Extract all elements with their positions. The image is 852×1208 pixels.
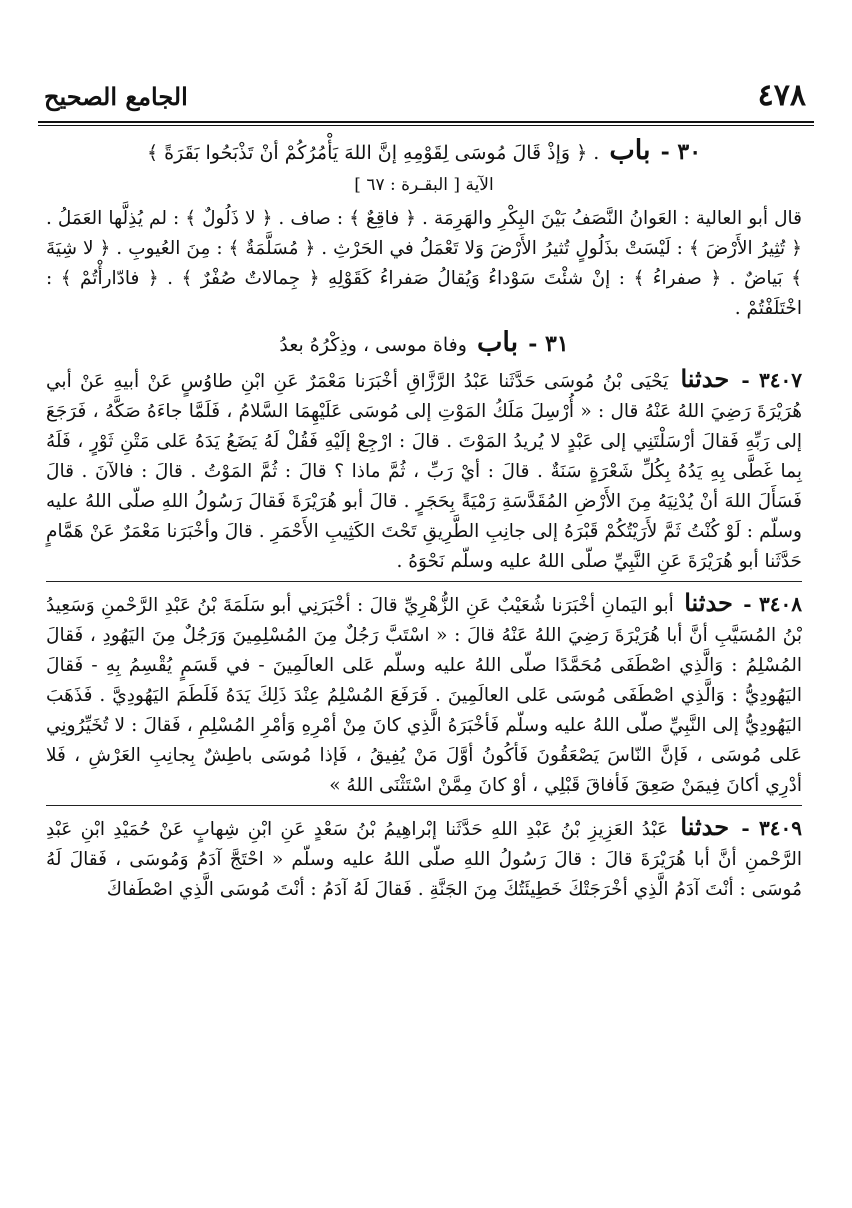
hadith-number: ٣٤٠٧ -: [741, 368, 802, 392]
page-header: [38, 78, 814, 118]
hadith-number: ٣٤٠٩ -: [741, 816, 802, 840]
chapter-commentary: قال أبو العالية : العَوانُ النَّصَفُ بَيْنَ البِكْرِ والهَرِمَة . ﴿ فاقِعٌ ﴾ : صاف . ﴿ لا ذَلُولٌ ﴾ : لم يُذِلَّها العَمَلُ . ﴿ تُثِيرُ الأَرْضَ ﴾ : لَيْسَتْ بذَلُولٍ تُثيرُ الأَرْضَ وَلا تَعْمَلُ في الحَرْثِ . ﴿ مُسَلَّمَةٌ ﴾ : مِنَ العُيوبِ . ﴿ لا شِيَةَ ﴾ بَياضٌ . ﴿ صفراءُ ﴾ : إنْ شئْتَ سَوْداءُ وَيُقالُ صَفراءُ كَقَوْلِهِ ﴿ جِمالاتٌ صُفْرٌ ﴾ . ﴿ فادّارأْتُمْ ﴾ : اخْتَلَفْتُمْ .: [46, 208, 802, 319]
header-rule: [38, 121, 814, 126]
page-body: [46, 132, 802, 905]
page-number: ٤٧٨: [757, 78, 806, 113]
chapter-heading-30: [46, 136, 802, 168]
bab-label: باب: [476, 327, 519, 358]
ayah-reference: الآية [ البقـرة : ٦٧ ]: [354, 175, 494, 195]
hadith-3408: [46, 588, 802, 801]
bab-label: باب: [609, 135, 651, 166]
hadith-text: يَحْيَى بْنُ مُوسَى حَدَّثَنا عَبْدُ الرَّزَّاقِ أخْبَرَنا مَعْمَرٌ عَنِ ابْنِ طاوُسٍ عَنْ أبيهِ عَنْ أبي هُرَيْرَةَ رَضِيَ اللهُ عَنْهُ قال : « أُرْسِلَ مَلَكُ المَوْتِ إلى مُوسَى عَلَيْهِمَا السَّلامُ ، فَلَمَّا جاءَهُ صَكَّهُ ، فَرَجَعَ إلى رَبِّهِ فَقالَ أرْسَلْتَنِي إلى عَبْدٍ لا يُريدُ المَوْتَ . قالَ : ارْجِعْ إلَيْهِ فَقُلْ لَهُ يَضَعُ يَدَهُ عَلى مَتْنِ ثَوْرٍ ، فَلَهُ بِما غَطَّى بِهِ يَدُهُ بِكُلِّ شَعْرَةٍ سَنَةٌ . قالَ : أيْ رَبِّ ، ثُمَّ ماذا ؟ قالَ : ثُمَّ المَوْتُ . قالَ : فالآنَ . قالَ فَسَأَلَ اللهَ أنْ يُدْنِيَهُ مِنَ الأَرْضِ المُقَدَّسَةِ رَمْيَةً بِحَجَرٍ . قالَ أبو هُرَيْرَةَ فَقالَ رَسُولُ اللهِ صلّى اللهُ عليه وسلّم : لَوْ كُنْتُ ثَمَّ لأَرَيْتُكُمْ قَبْرَهُ إلى جانِبِ الطَّرِيقِ تَحْتَ الكَثِيبِ الأَحْمَرِ . قالَ وأخْبَرَنا مَعْمَرٌ عَنْ هَمَّامٍ حَدَّثَنا أبو هُرَيْرَةَ عَنِ النَّبِيِّ صلّى اللهُ عليه وسلّم نَحْوَهُ .: [46, 371, 802, 572]
haddathana-word: حدثنا: [680, 812, 730, 841]
chapter-title: وفاة موسى ، وذِكْرُهُ بعدُ: [279, 334, 467, 356]
hadith-text: أبو اليَمانِ أخْبَرَنا شُعَيْبٌ عَنِ الزُّهْرِيِّ قالَ : أخْبَرَنِي أبو سَلَمَةَ بْنُ عَبْدِ الرَّحْمنِ وَسَعِيدُ بْنُ المُسَيَّبِ أنَّ أبا هُرَيْرَةَ رَضِيَ اللهُ عَنْهُ قالَ : « اسْتَبَّ رَجُلٌ مِنَ المُسْلِمِينَ وَرَجُلٌ مِنَ اليَهُودِ ، فَقالَ المُسْلِمُ : وَالَّذِي اصْطَفَى مُحَمَّدًا صلّى اللهُ عليه وسلّم عَلى العالَمِينَ - في قَسَمٍ يُقْسِمُ بِهِ - فَقالَ اليَهُودِيُّ : وَالَّذِي اصْطَفَى مُوسَى عَلى العالَمِينَ . فَرَفَعَ المُسْلِمُ عِنْدَ ذَلِكَ يَدَهُ فَلَطَمَ اليَهُودِيَّ . فَذَهَبَ اليَهُودِيُّ إلى النَّبِيِّ صلّى اللهُ عليه وسلّم فَأخْبَرَهُ الَّذِي كانَ مِنْ أمْرِهِ وَأمْرِ المُسْلِمِ ، فَقالَ : لا تُخَيِّرُونِي عَلى مُوسَى ، فَإنَّ النّاسَ يَصْعَقُونَ فَأكُونُ أوَّلَ مَنْ يُفِيقُ ، فَإذا مُوسَى باطِشٌ بِجانِبِ العَرْشِ ، فَلا أدْرِي أكانَ فِيمَنْ صَعِقَ فَأفاقَ قَبْلِي ، أوْ كانَ مِمَّنْ اسْتَثْنَى اللهُ »: [46, 595, 802, 796]
chapter-number: ٣١ -: [528, 331, 569, 357]
hadith-3407: [46, 364, 802, 577]
hadith-separator: [46, 581, 802, 582]
chapter-number: ٣٠ -: [660, 139, 702, 165]
haddathana-word: حدثنا: [680, 364, 730, 393]
hadith-number: ٣٤٠٨ -: [743, 592, 802, 616]
running-title: الجامع الصحيح: [44, 82, 188, 111]
hadith-3409: [46, 812, 802, 905]
chapter-title: . ﴿ وَإذْ قَالَ مُوسَى لِقَوْمِهِ إنَّ اللهَ يَأْمُرُكُمْ أنْ تَذْبَحُوا بَقَرَةً ﴾: [146, 142, 600, 164]
chapter-heading-31: [46, 328, 802, 360]
hadith-text: عَبْدُ العَزِيزِ بْنُ عَبْدِ اللهِ حَدَّثَنا إبْراهِيمُ بْنُ سَعْدٍ عَنِ ابْنِ شِهابٍ عَنْ حُمَيْدِ ابْنِ عَبْدِ الرَّحْمنِ أنَّ أبا هُرَيْرَةَ قالَ : قالَ رَسُولُ اللهِ صلّى اللهُ عليه وسلّم « احْتَجَّ آدَمُ وَمُوسَى ، فَقالَ لَهُ مُوسَى : أنْتَ آدَمُ الَّذِي أخْرَجَتْكَ خَطِيئَتُكَ مِنَ الجَنَّةِ . فَقالَ لَهُ آدَمُ : أنْتَ مُوسَى الَّذِي اصْطَفاكَ: [46, 819, 802, 900]
haddathana-word: حدثنا: [684, 588, 733, 617]
hadith-separator: [46, 805, 802, 806]
